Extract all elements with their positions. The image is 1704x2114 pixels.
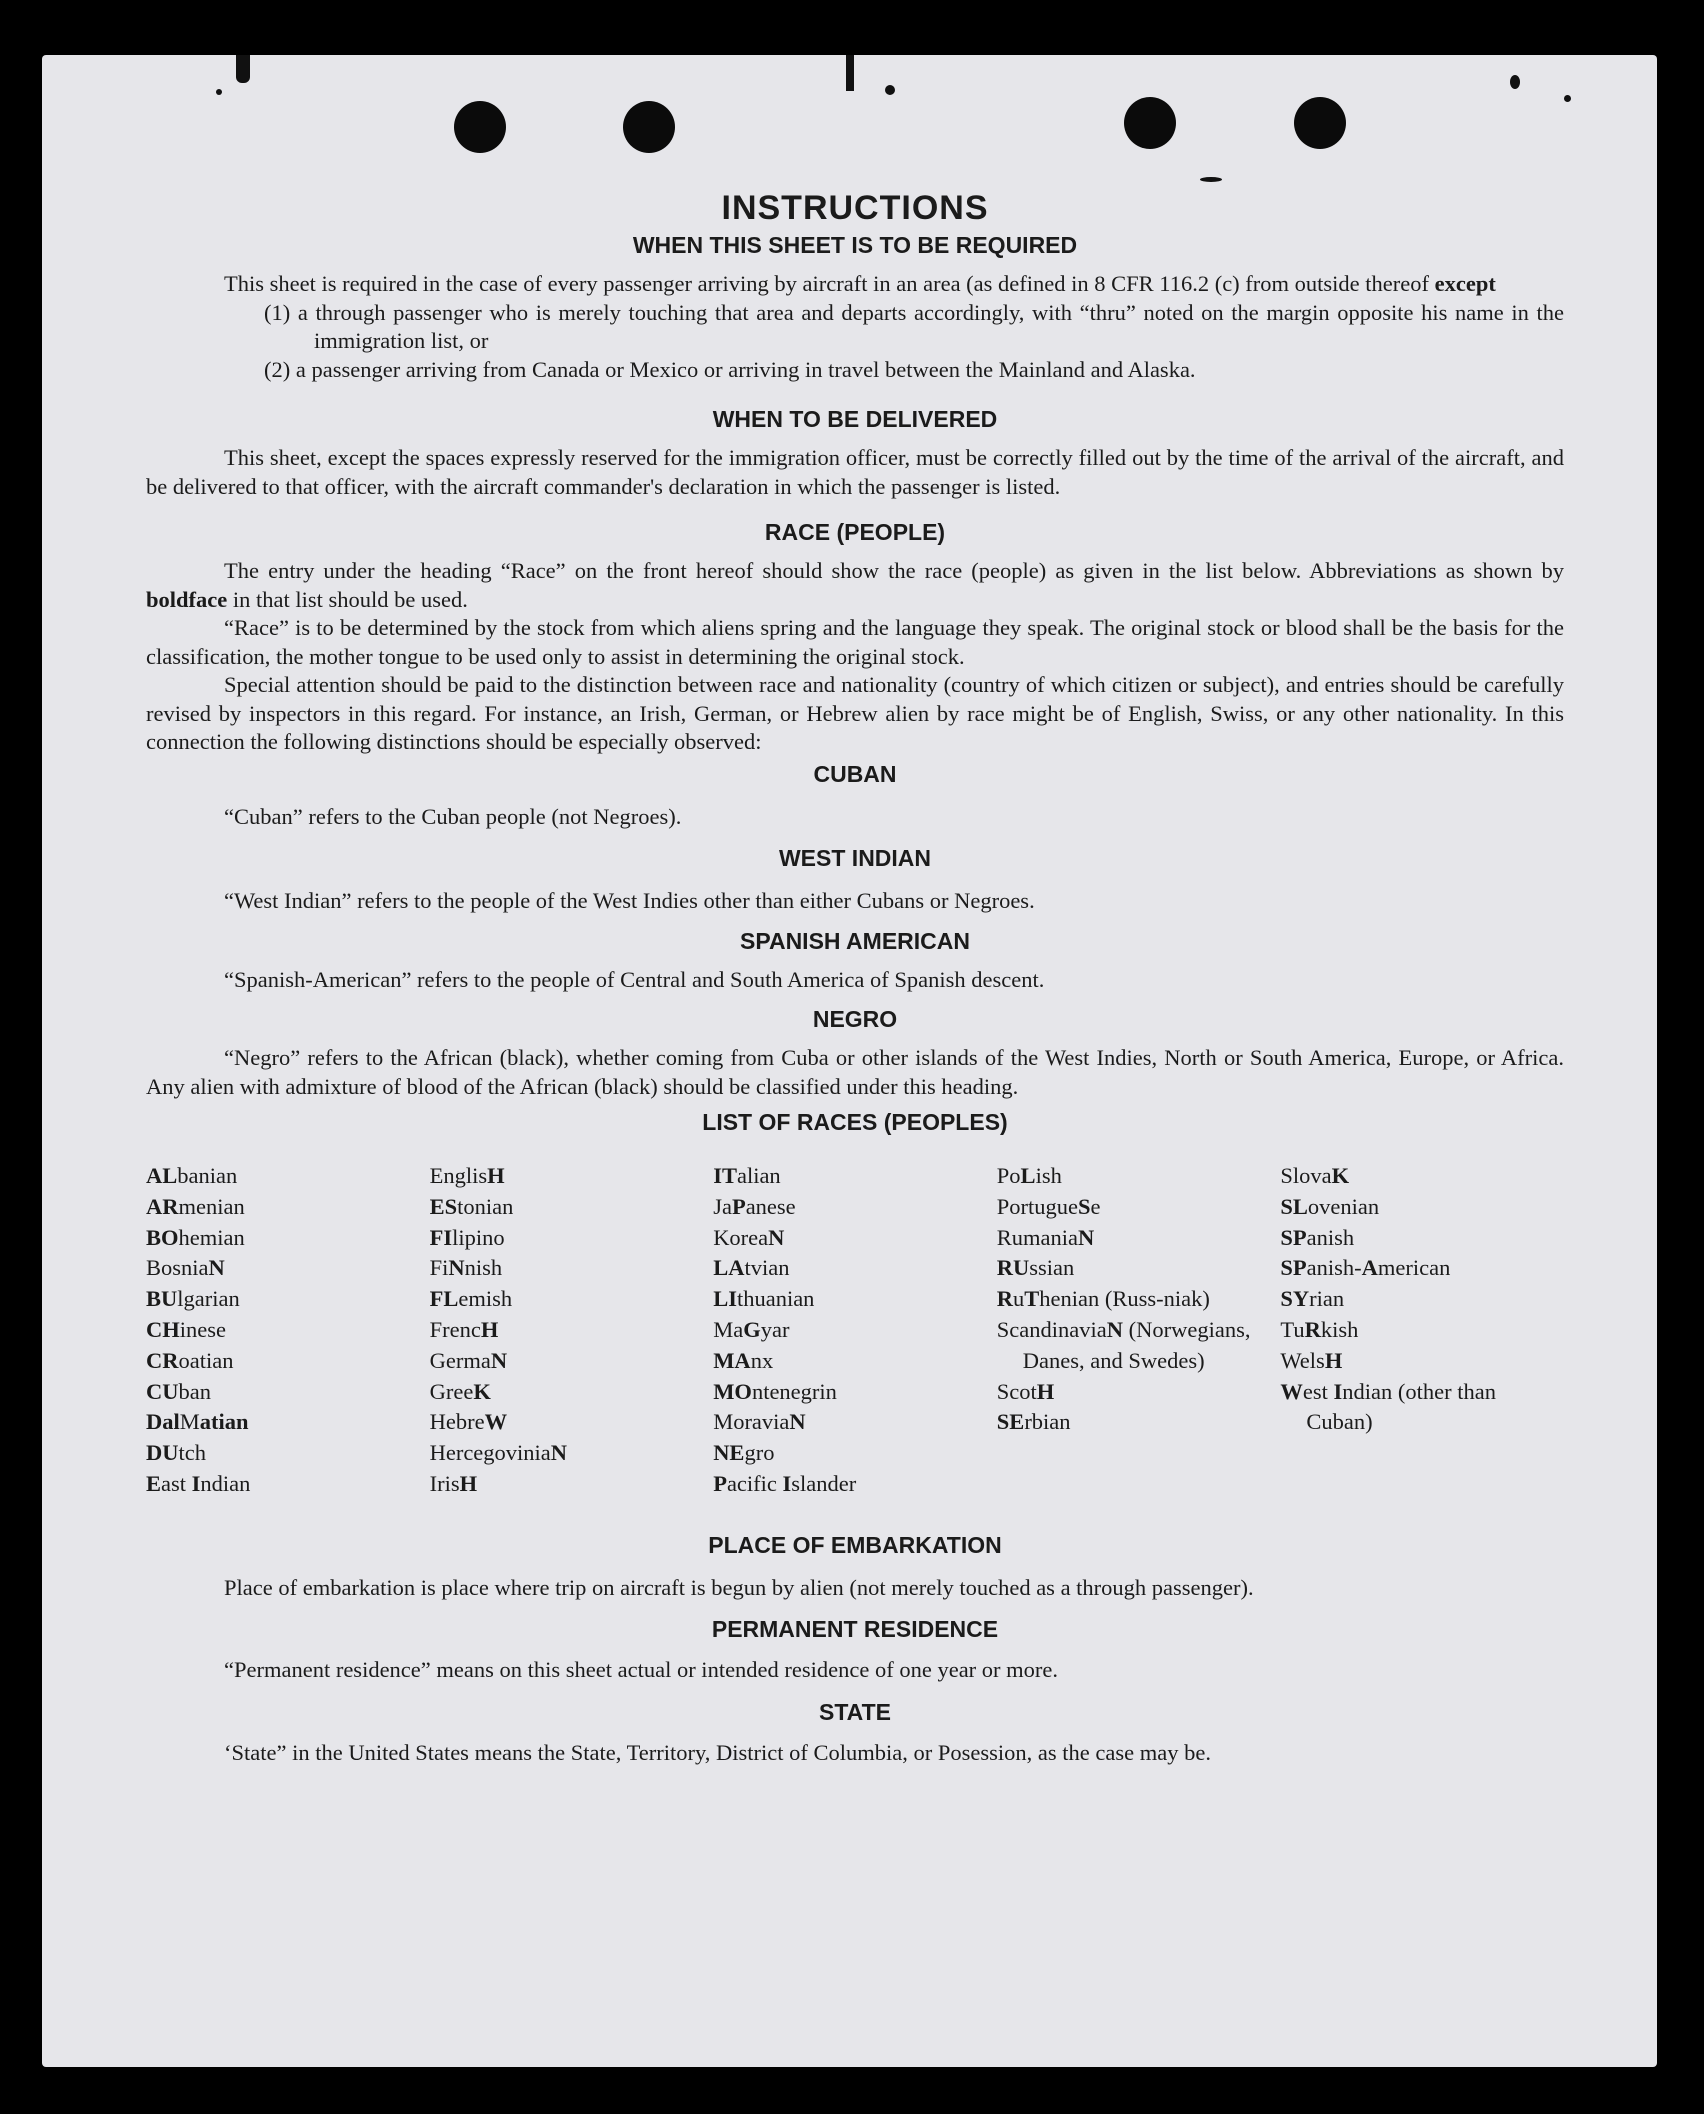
race-entry xyxy=(146,1438,430,1469)
race-text: (Norwegians, Danes, and Swedes) xyxy=(1022,1316,1251,1373)
race-abbreviation: SP xyxy=(1280,1224,1307,1250)
race-abbreviation: FI xyxy=(429,1224,453,1250)
race-text: tvian xyxy=(744,1255,790,1281)
race-entry xyxy=(1280,1284,1564,1315)
race-abbreviation: LI xyxy=(713,1286,737,1312)
race-entry xyxy=(430,1223,714,1254)
race-text: Wels xyxy=(1280,1347,1325,1373)
race-text: kish xyxy=(1320,1316,1359,1342)
race-abbreviation: I xyxy=(191,1470,201,1496)
section-heading-list-of-races: LIST OF RACES (PEOPLES) xyxy=(702,1109,1008,1135)
races-column xyxy=(430,1161,714,1500)
races-column xyxy=(1280,1161,1564,1500)
race-abbreviation: N xyxy=(1106,1316,1123,1342)
race-entry xyxy=(997,1407,1281,1438)
race-text: M xyxy=(179,1409,200,1435)
race-abbreviation: N xyxy=(490,1347,508,1373)
punch-hole xyxy=(454,101,506,153)
race-entry xyxy=(713,1223,997,1254)
section-heading-residence: PERMANENT RESIDENCE xyxy=(711,1616,999,1643)
race-text: anish- xyxy=(1306,1255,1362,1281)
race-text: thuanian xyxy=(736,1286,815,1312)
race-abbreviation: K xyxy=(473,1378,491,1404)
race-abbreviation: ES xyxy=(429,1193,458,1219)
section-heading-state: STATE xyxy=(819,1698,891,1725)
race-entry xyxy=(146,1284,430,1315)
race-entry xyxy=(713,1469,997,1500)
race-entry xyxy=(430,1438,714,1469)
race-entry xyxy=(1280,1315,1564,1346)
section-heading-spanish-american: SPANISH AMERICAN xyxy=(739,927,970,954)
race-abbreviation: SE xyxy=(996,1409,1025,1435)
race-text: tonian xyxy=(457,1193,514,1219)
race-abbreviation: A xyxy=(1361,1255,1378,1281)
race-entry xyxy=(146,1469,430,1500)
race-text: Scot xyxy=(996,1378,1037,1404)
race-text: anish xyxy=(1306,1224,1355,1250)
race-text: Hebre xyxy=(429,1409,485,1435)
intro-text: This sheet is required in the case of every passenger arriving by aircraft in an area (as defined in 8 CFR 116.2 (c) from outside thereof xyxy=(224,271,1435,296)
race-abbreviation: I xyxy=(782,1470,792,1496)
spanish-american-text: “Spanish-American” refers to the people of Central and South America of Spanish descent. xyxy=(224,966,1045,992)
race-text: Portugue xyxy=(996,1193,1079,1219)
race-entry xyxy=(997,1284,1281,1315)
race-abbreviation: H xyxy=(1324,1347,1343,1373)
race-text: Scandinavia xyxy=(996,1316,1107,1342)
race-text: Rumania xyxy=(996,1224,1079,1250)
race-entry xyxy=(1280,1223,1564,1254)
race-text: u xyxy=(1013,1286,1025,1312)
race-entry xyxy=(713,1284,997,1315)
race-abbreviation: MO xyxy=(713,1378,752,1404)
race-abbreviation: H xyxy=(480,1316,499,1342)
race-entry xyxy=(997,1192,1281,1223)
intro-except: except xyxy=(1434,271,1496,296)
section-heading-west-indian: WEST INDIAN xyxy=(778,845,932,871)
race-abbreviation: K xyxy=(1331,1163,1350,1188)
race-text: emish xyxy=(458,1286,513,1312)
race-abbreviation: I xyxy=(1333,1378,1343,1404)
race-text: merican xyxy=(1377,1255,1451,1281)
race-abbreviation: R xyxy=(1304,1316,1321,1342)
race-entry xyxy=(997,1253,1281,1284)
race-abbreviation: MA xyxy=(713,1347,751,1373)
race-text: Englis xyxy=(429,1163,488,1188)
race-abbreviation: CR xyxy=(146,1347,179,1373)
race-entry xyxy=(1280,1161,1564,1192)
race-entry xyxy=(1280,1377,1564,1439)
race-text: rian xyxy=(1309,1286,1345,1312)
race-text: alian xyxy=(736,1163,781,1188)
race-abbreviation: CU xyxy=(146,1378,179,1404)
race-entry xyxy=(146,1192,430,1223)
races-column xyxy=(146,1161,430,1500)
race-text: banian xyxy=(177,1163,238,1188)
section-heading-race: RACE (PEOPLE) xyxy=(764,519,946,545)
race-entry xyxy=(430,1161,714,1192)
race-abbreviation: E xyxy=(146,1470,162,1496)
race-text: Germa xyxy=(429,1347,491,1373)
race-abbreviation: N xyxy=(448,1255,465,1281)
race-entry xyxy=(146,1407,430,1438)
race-entry xyxy=(997,1315,1281,1377)
race-entry xyxy=(997,1377,1281,1408)
race-text: lgarian xyxy=(177,1286,240,1312)
race-paragraph-3: Special attention should be paid to the distinction between race and nationality (country of which citizen or subject), and entries should be carefully revised by inspectors in this regard. For instance, an Irish, German, or Hebrew alien by race might be of English, Swiss, or any other nationality. In this connection the following distinctions should be especially observed: xyxy=(146,672,1564,754)
race-text: slander xyxy=(791,1470,857,1496)
race-abbreviation: NE xyxy=(713,1440,745,1466)
section-heading-negro: NEGRO xyxy=(812,1006,898,1032)
when-required-intro xyxy=(146,270,1564,299)
race-p1-text-end: in that list should be used. xyxy=(227,586,468,612)
race-p1-text: The entry under the heading “Race” on the front hereof should show the race (people) as given in the list below. Abbreviations as shown by xyxy=(224,558,1564,583)
race-text: e xyxy=(1090,1193,1101,1219)
race-entry xyxy=(430,1315,714,1346)
race-text: Gree xyxy=(429,1378,474,1404)
race-text: Iris xyxy=(429,1470,460,1496)
race-abbreviation: S xyxy=(1078,1193,1091,1219)
race-abbreviation: atian xyxy=(199,1409,249,1435)
race-text: rbian xyxy=(1024,1409,1071,1435)
race-text: ban xyxy=(178,1378,211,1404)
race-entry xyxy=(713,1407,997,1438)
race-text: anese xyxy=(745,1193,796,1219)
race-entry xyxy=(713,1346,997,1377)
race-abbreviation: SL xyxy=(1280,1193,1308,1219)
race-abbreviation: P xyxy=(713,1470,727,1496)
speck xyxy=(885,85,895,95)
race-entry xyxy=(713,1438,997,1469)
race-abbreviation: W xyxy=(484,1409,508,1435)
list-item: (1) a through passenger who is merely touching that area and departs accordingly, with “thru” noted on the margin opposite his name in the immigration list, or xyxy=(264,299,1564,353)
race-abbreviation: W xyxy=(1280,1378,1303,1404)
race-abbreviation: N xyxy=(1078,1224,1095,1250)
speck xyxy=(216,89,222,95)
race-text: Frenc xyxy=(429,1316,481,1342)
race-abbreviation: N xyxy=(789,1409,806,1435)
race-text: henian (Russ-niak) xyxy=(1039,1286,1210,1312)
race-abbreviation: CH xyxy=(146,1316,180,1342)
race-entry xyxy=(997,1223,1281,1254)
race-text: tch xyxy=(178,1440,206,1466)
race-abbreviation: FL xyxy=(429,1286,459,1312)
tear-mark xyxy=(846,55,854,91)
race-text: Tu xyxy=(1280,1316,1305,1342)
race-abbreviation: N xyxy=(768,1224,785,1250)
race-entry xyxy=(1280,1192,1564,1223)
race-entry xyxy=(713,1253,997,1284)
cuban-text: “Cuban” refers to the Cuban people (not Negroes). xyxy=(224,803,682,829)
speck xyxy=(1510,75,1520,89)
race-entry xyxy=(713,1315,997,1346)
tear-mark xyxy=(236,55,250,83)
race-entry xyxy=(430,1346,714,1377)
race-entry xyxy=(430,1253,714,1284)
section-heading-when-delivered: WHEN TO BE DELIVERED xyxy=(712,406,998,432)
races-list xyxy=(146,1161,1564,1500)
page-title: INSTRUCTIONS xyxy=(721,189,989,227)
race-text: gro xyxy=(744,1440,775,1466)
race-abbreviation: T xyxy=(1024,1286,1040,1312)
section-heading-when-required: WHEN THIS SHEET IS TO BE REQUIRED xyxy=(632,232,1078,258)
race-abbreviation: R xyxy=(996,1286,1014,1312)
speck xyxy=(1200,177,1222,182)
race-text: Po xyxy=(996,1163,1021,1188)
state-text: ‘State” in the United States means the State, Territory, District of Columbia, or Posession, as the case may be. xyxy=(224,1739,1211,1765)
race-abbreviation: SY xyxy=(1280,1286,1310,1312)
race-entry xyxy=(997,1161,1281,1192)
race-abbreviation: LA xyxy=(713,1255,745,1281)
embarkation-text: Place of embarkation is place where trip on aircraft is begun by alien (not merely touched as a through passenger). xyxy=(224,1574,1254,1600)
race-text: Moravia xyxy=(713,1409,790,1435)
race-entry xyxy=(430,1192,714,1223)
race-text: oatian xyxy=(178,1347,234,1373)
negro-text: “Negro” refers to the African (black), whether coming from Cuba or other islands of the West Indies, North or South America, Europe, or Africa. Any alien with admixture of blood of the African (black) should be classified under this heading. xyxy=(146,1045,1564,1099)
race-text: est xyxy=(1302,1378,1334,1404)
race-abbreviation: RU xyxy=(996,1255,1030,1281)
section-heading-embarkation: PLACE OF EMBARKATION xyxy=(708,1531,1002,1558)
race-entry xyxy=(430,1284,714,1315)
race-text: Bosnia xyxy=(146,1255,209,1281)
race-text: ndian (other than Cuban) xyxy=(1306,1378,1496,1435)
west-indian-text: “West Indian” refers to the people of the West Indies other than either Cubans or Negroes. xyxy=(224,888,1035,913)
race-text: menian xyxy=(178,1193,245,1219)
race-text: Slova xyxy=(1280,1163,1332,1188)
race-abbreviation: BU xyxy=(146,1286,178,1312)
races-column xyxy=(997,1161,1281,1500)
race-abbreviation: H xyxy=(459,1470,478,1496)
race-text: Fi xyxy=(429,1255,449,1281)
race-abbreviation: IT xyxy=(713,1163,737,1188)
race-abbreviation: AL xyxy=(146,1163,178,1188)
list-item: (2) a passenger arriving from Canada or Mexico or arriving in travel between the Mainland and Alaska. xyxy=(264,356,1196,382)
punch-hole xyxy=(623,101,675,153)
race-text: inese xyxy=(179,1316,226,1342)
instructions-content xyxy=(146,188,1564,1767)
race-text: hemian xyxy=(178,1224,245,1250)
race-text: Ja xyxy=(713,1193,732,1219)
race-entry xyxy=(430,1377,714,1408)
residence-text: “Permanent residence” means on this sheet actual or intended residence of one year or more. xyxy=(224,1657,1059,1683)
race-entry xyxy=(430,1407,714,1438)
race-entry xyxy=(146,1315,430,1346)
race-abbreviation: N xyxy=(208,1255,225,1281)
race-entry xyxy=(1280,1253,1564,1284)
when-delivered-text: This sheet, except the spaces expressly reserved for the immigration officer, must be correctly filled out by the time of the arrival of the aircraft, and be delivered to that officer, with the aircraft commander's declaration in which the passenger is listed. xyxy=(146,445,1564,499)
punch-hole xyxy=(1124,97,1176,149)
speck xyxy=(1564,95,1571,102)
race-text: Korea xyxy=(713,1224,769,1250)
race-abbreviation: BO xyxy=(146,1224,179,1250)
race-entry xyxy=(713,1192,997,1223)
race-abbreviation: H xyxy=(487,1163,505,1188)
race-abbreviation: Dal xyxy=(146,1409,180,1435)
race-abbreviation: N xyxy=(550,1440,568,1466)
race-abbreviation: SP xyxy=(1280,1255,1307,1281)
race-text: ntenegrin xyxy=(751,1378,837,1404)
races-column xyxy=(713,1161,997,1500)
race-entry xyxy=(713,1377,997,1408)
race-text: nish xyxy=(464,1255,503,1281)
race-entry xyxy=(146,1346,430,1377)
race-text: lipino xyxy=(452,1224,505,1250)
race-text: Hercegovinia xyxy=(429,1440,551,1466)
race-entry xyxy=(146,1223,430,1254)
race-text: acific xyxy=(726,1470,783,1496)
race-text: ndian xyxy=(200,1470,251,1496)
race-entry xyxy=(713,1161,997,1192)
race-entry xyxy=(146,1253,430,1284)
race-entry xyxy=(146,1161,430,1192)
race-abbreviation: H xyxy=(1036,1378,1055,1404)
race-text: ish xyxy=(1035,1163,1062,1188)
race-abbreviation: G xyxy=(743,1316,761,1342)
race-text: nx xyxy=(750,1347,774,1373)
race-p1-boldface: boldface xyxy=(146,586,228,612)
race-abbreviation: AR xyxy=(146,1193,179,1219)
race-entry xyxy=(1280,1346,1564,1377)
race-text: Ma xyxy=(713,1316,744,1342)
race-abbreviation: L xyxy=(1020,1163,1036,1188)
race-abbreviation: DU xyxy=(146,1440,179,1466)
race-text: ovenian xyxy=(1307,1193,1380,1219)
race-text: ast xyxy=(161,1470,192,1496)
punch-hole xyxy=(1294,97,1346,149)
race-paragraph-2: “Race” is to be determined by the stock from which aliens spring and the language they speak. The original stock or blood shall be the basis for the classification, the mother tongue to be used only to assist in determining the original stock. xyxy=(146,615,1564,669)
race-paragraph-1 xyxy=(146,557,1564,614)
race-abbreviation: P xyxy=(731,1193,746,1219)
race-text: yar xyxy=(760,1316,790,1342)
race-entry xyxy=(430,1469,714,1500)
race-text: ssian xyxy=(1029,1255,1075,1281)
race-entry xyxy=(146,1377,430,1408)
section-heading-cuban: CUBAN xyxy=(813,760,897,787)
